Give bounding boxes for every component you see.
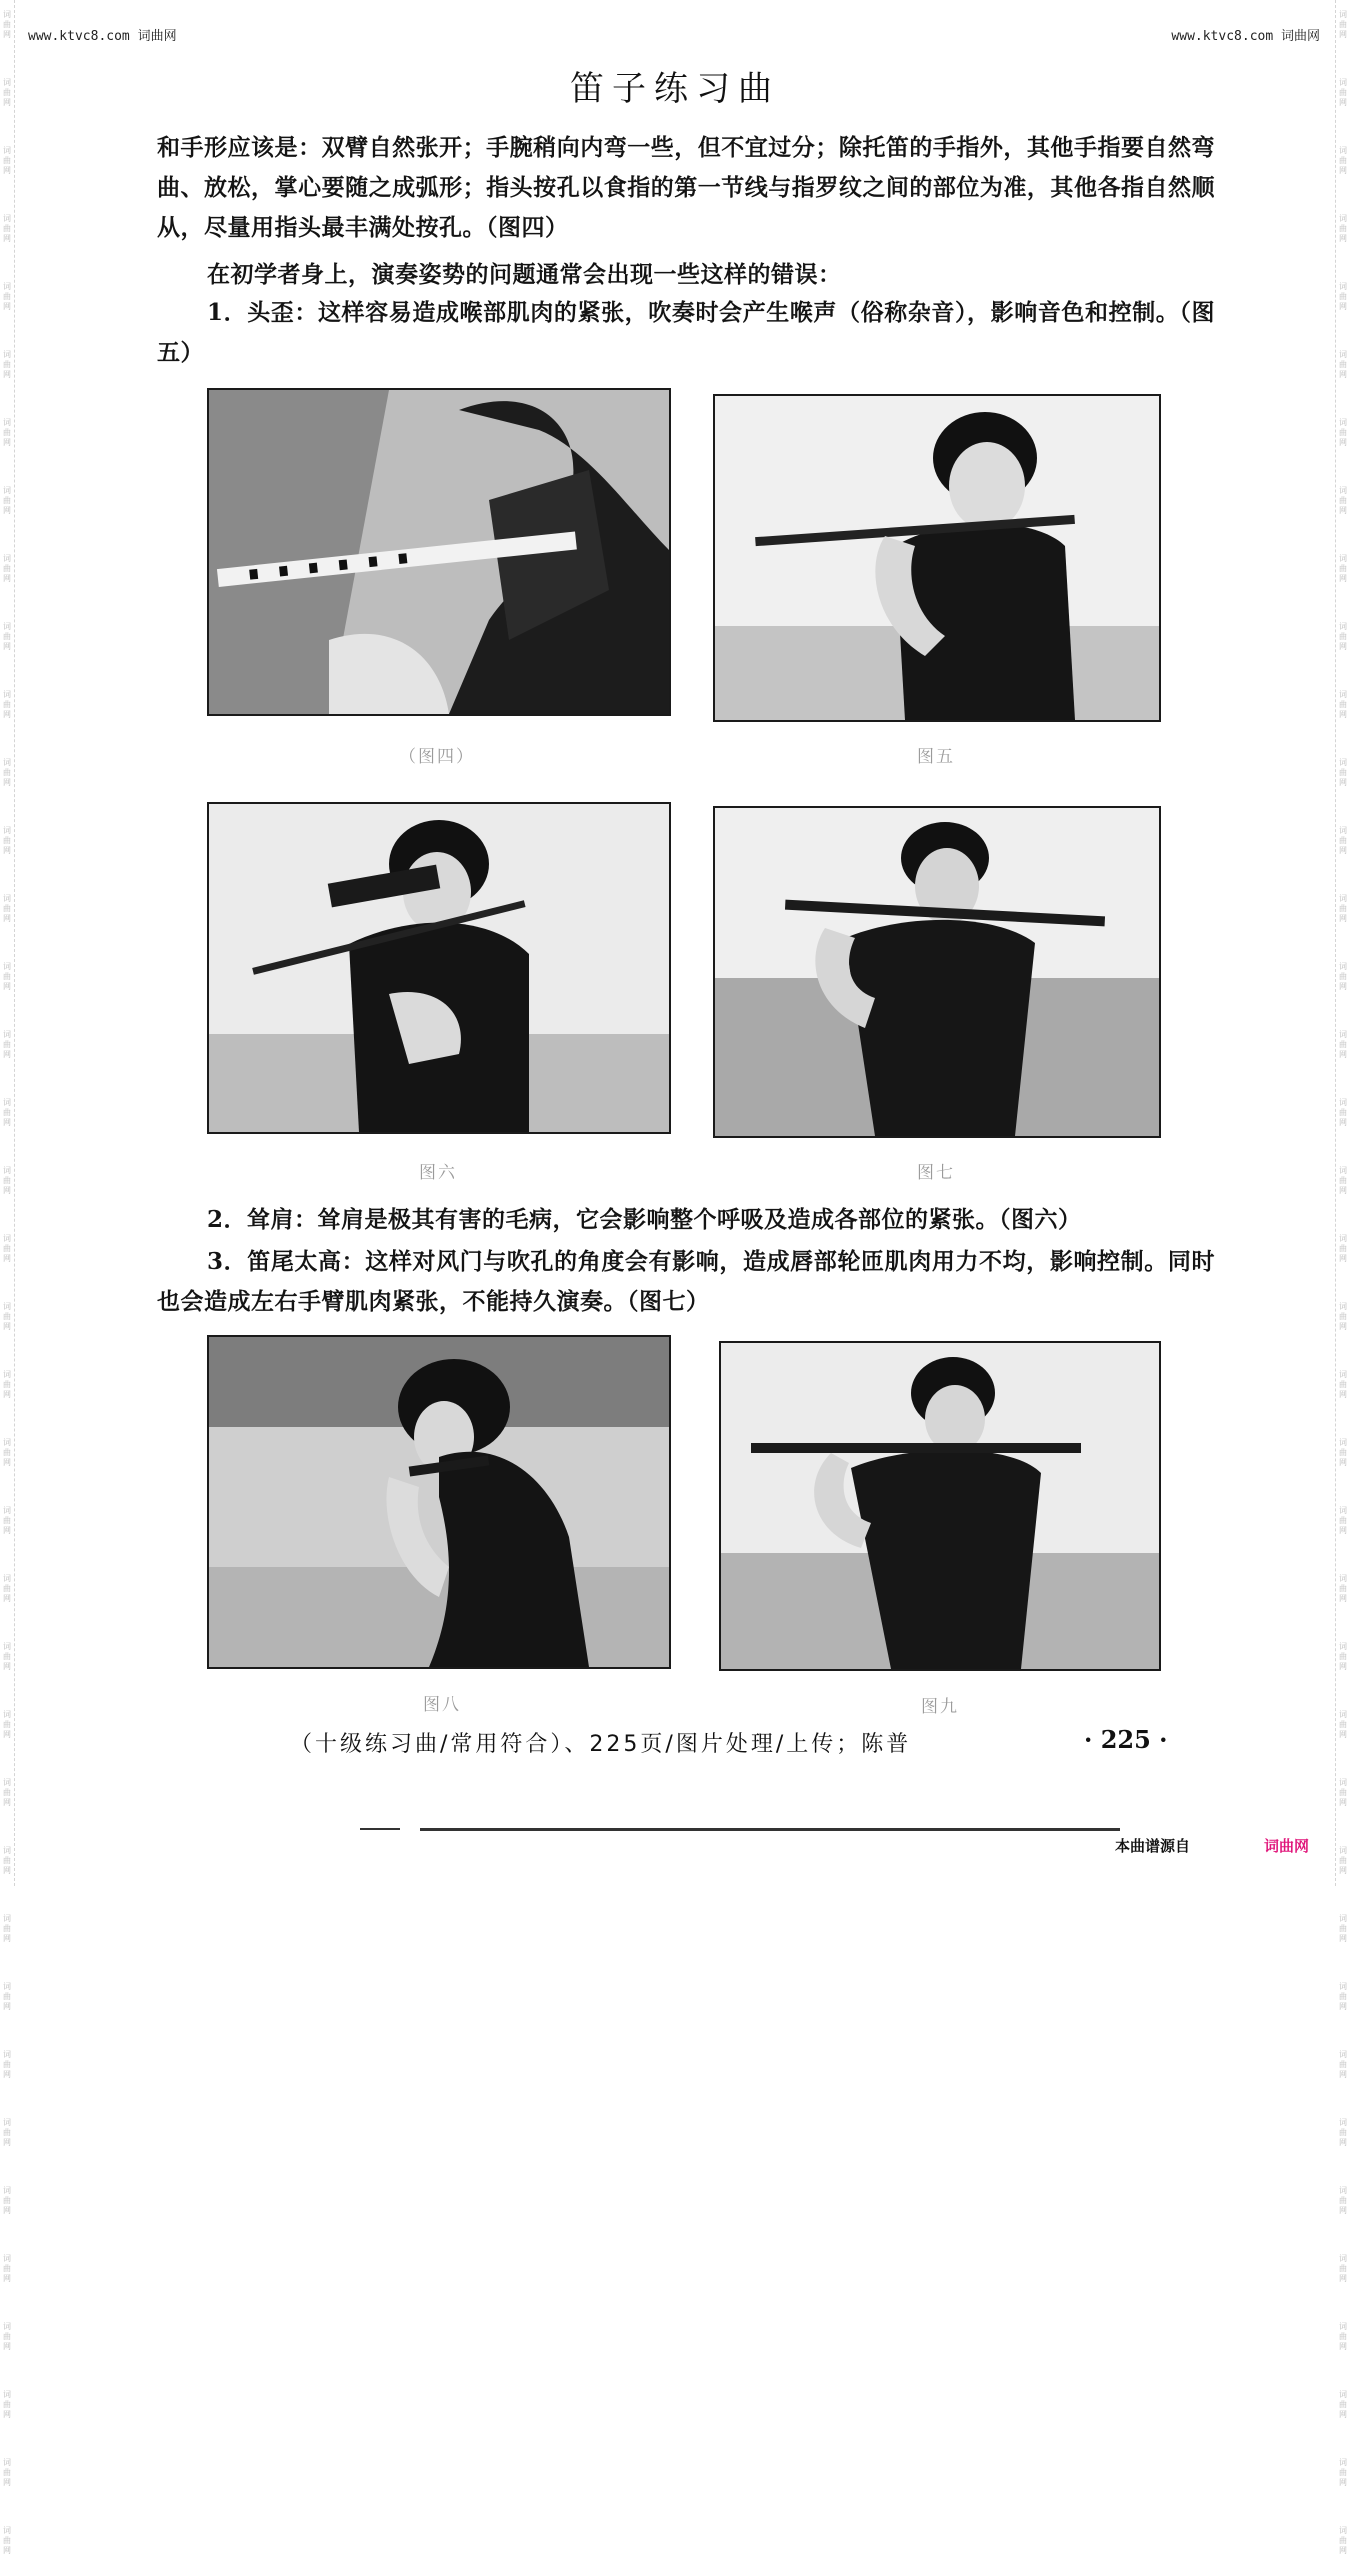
side-watermark-text: 词 曲 网: [3, 2526, 11, 2555]
side-watermark-text: 词 曲 网: [1339, 2458, 1347, 2487]
side-watermark-text: 词 曲 网: [1339, 1098, 1347, 1127]
right-watermark-strip: [1335, 0, 1350, 2555]
caption-figure-7: 图七: [917, 1163, 955, 1183]
source-label: 本曲谱源自: [1115, 1837, 1191, 1855]
side-watermark-text: 词 曲 网: [3, 2254, 11, 2283]
side-watermark-text: 词 曲 网: [3, 1234, 11, 1263]
side-watermark-text: 词 曲 网: [1339, 350, 1347, 379]
site-watermark-left: www.ktvc8.com 词曲网: [28, 29, 177, 44]
side-watermark-text: 词 曲 网: [3, 2458, 11, 2487]
side-watermark-text: 词 曲 网: [3, 78, 11, 107]
side-watermark-text: 词 曲 网: [3, 1642, 11, 1671]
side-watermark-text: 词 曲 网: [1339, 758, 1347, 787]
source-logo[interactable]: 词曲网: [1264, 1837, 1310, 1855]
side-watermark-text: 词 曲 网: [1339, 1778, 1347, 1807]
caption-figure-4: （图四）: [399, 747, 475, 767]
side-watermark-text: 词 曲 网: [3, 2322, 11, 2351]
side-watermark-text: 词 曲 网: [3, 1846, 11, 1875]
side-watermark-text: 词 曲 网: [1339, 2050, 1347, 2079]
side-watermark-text: 词 曲 网: [3, 214, 11, 243]
photo-figure-9: [719, 1341, 1161, 1671]
side-watermark-text: 词 曲 网: [1339, 418, 1347, 447]
photo-figure-8-illustration: [209, 1337, 669, 1667]
page-title: 笛子练习曲: [570, 68, 780, 109]
side-watermark-text: 词 曲 网: [3, 2118, 11, 2147]
paragraph-common-errors: 在初学者身上，演奏姿势的问题通常会出现一些这样的错误：: [207, 261, 842, 288]
side-watermark-text: 词 曲 网: [1339, 10, 1347, 39]
side-watermark-text: 词 曲 网: [3, 554, 11, 583]
side-watermark-text: 词 曲 网: [1339, 2390, 1347, 2419]
side-watermark-text: 词 曲 网: [1339, 826, 1347, 855]
side-watermark-text: 词 曲 网: [1339, 1982, 1347, 2011]
paragraph-head-tilt: 1．头歪：这样容易造成喉部肌肉的紧张，吹奏时会产生喉声（俗称杂音），影响音色和控制。（图五）: [157, 299, 1215, 366]
photo-figure-4: [207, 388, 671, 716]
side-watermark-text: 词 曲 网: [3, 1914, 11, 1943]
photo-figure-7-illustration: [715, 808, 1159, 1136]
side-watermark-text: 词 曲 网: [1339, 554, 1347, 583]
side-watermark-text: 词 曲 网: [3, 1030, 11, 1059]
side-watermark-text: 词 曲 网: [3, 1438, 11, 1467]
side-watermark-text: 词 曲 网: [1339, 1710, 1347, 1739]
side-watermark-text: 词 曲 网: [1339, 690, 1347, 719]
paragraph-flute-tail-high: 3．笛尾太高：这样对风门与吹孔的角度会有影响，造成唇部轮匝肌肉用力不均，影响控制。同时也会造成左右手臂肌肉紧张，不能持久演奏。（图七）: [157, 1248, 1215, 1315]
side-watermark-text: 词 曲 网: [3, 1098, 11, 1127]
photo-figure-8: [207, 1335, 671, 1669]
side-watermark-text: 词 曲 网: [1339, 1846, 1347, 1875]
side-watermark-text: 词 曲 网: [1339, 2254, 1347, 2283]
side-watermark-text: 词 曲 网: [3, 282, 11, 311]
side-watermark-text: 词 曲 网: [3, 418, 11, 447]
side-watermark-text: 词 曲 网: [1339, 622, 1347, 651]
side-watermark-text: 词 曲 网: [1339, 486, 1347, 515]
side-watermark-text: 词 曲 网: [3, 1982, 11, 2011]
photo-figure-5: [713, 394, 1161, 722]
side-watermark-text: 词 曲 网: [1339, 1438, 1347, 1467]
side-watermark-text: 词 曲 网: [1339, 146, 1347, 175]
side-watermark-text: 词 曲 网: [1339, 2322, 1347, 2351]
page-number: · 225 ·: [1084, 1725, 1168, 1754]
side-watermark-text: 词 曲 网: [1339, 1642, 1347, 1671]
caption-figure-8: 图八: [423, 1695, 461, 1715]
bottom-rule-long: [420, 1828, 1120, 1831]
bottom-rule-short: [360, 1828, 400, 1830]
side-watermark-text: 词 曲 网: [1339, 1914, 1347, 1943]
side-watermark-text: 词 曲 网: [1339, 282, 1347, 311]
side-watermark-text: 词 曲 网: [3, 962, 11, 991]
site-watermark-right: www.ktvc8.com 词曲网: [1171, 29, 1320, 44]
side-watermark-text: 词 曲 网: [1339, 1370, 1347, 1399]
side-watermark-text: 词 曲 网: [1339, 214, 1347, 243]
side-watermark-text: 词 曲 网: [3, 1506, 11, 1535]
caption-figure-5: 图五: [917, 747, 955, 767]
photo-figure-6: [207, 802, 671, 1134]
footer-note: （十级练习曲/常用符合）、225页/图片处理/上传；陈普: [290, 1732, 912, 1757]
side-watermark-text: 词 曲 网: [1339, 962, 1347, 991]
side-watermark-text: 词 曲 网: [3, 2050, 11, 2079]
side-watermark-text: 词 曲 网: [1339, 894, 1347, 923]
side-watermark-text: 词 曲 网: [3, 486, 11, 515]
side-watermark-text: 词 曲 网: [1339, 1574, 1347, 1603]
side-watermark-text: 词 曲 网: [3, 1302, 11, 1331]
side-watermark-text: 词 曲 网: [3, 2390, 11, 2419]
side-watermark-text: 词 曲 网: [3, 690, 11, 719]
side-watermark-text: 词 曲 网: [3, 622, 11, 651]
side-watermark-text: 词 曲 网: [3, 2186, 11, 2215]
paragraph-hand-shape: 和手形应该是：双臂自然张开；手腕稍向内弯一些，但不宜过分；除托笛的手指外，其他手指要自然弯曲、放松，掌心要随之成弧形；指头按孔以食指的第一节线与指罗纹之间的部位为准，其他各指自然顺从，尽量用指头最丰满处按孔。（图四）: [157, 134, 1215, 241]
left-watermark-strip: [0, 0, 15, 2555]
side-watermark-text: 词 曲 网: [3, 10, 11, 39]
side-watermark-text: 词 曲 网: [3, 1166, 11, 1195]
caption-figure-6: 图六: [419, 1163, 457, 1183]
caption-figure-9: 图九: [921, 1697, 959, 1717]
side-watermark-text: 词 曲 网: [3, 350, 11, 379]
photo-figure-9-illustration: [721, 1343, 1159, 1669]
side-watermark-text: 词 曲 网: [3, 894, 11, 923]
side-watermark-text: 词 曲 网: [3, 1778, 11, 1807]
side-watermark-text: 词 曲 网: [1339, 1030, 1347, 1059]
side-watermark-text: 词 曲 网: [1339, 2118, 1347, 2147]
side-watermark-text: 词 曲 网: [3, 1574, 11, 1603]
paragraph-shoulder-shrug: 2．耸肩：耸肩是极其有害的毛病，它会影响整个呼吸及造成各部位的紧张。（图六）: [207, 1206, 1082, 1233]
photo-figure-5-illustration: [715, 396, 1159, 720]
side-watermark-text: 词 曲 网: [3, 1370, 11, 1399]
photo-figure-7: [713, 806, 1161, 1138]
side-watermark-text: 词 曲 网: [1339, 2526, 1347, 2555]
side-watermark-text: 词 曲 网: [3, 1710, 11, 1739]
photo-figure-4-illustration: [209, 390, 669, 714]
side-watermark-text: 词 曲 网: [1339, 1506, 1347, 1535]
side-watermark-text: 词 曲 网: [1339, 2186, 1347, 2215]
side-watermark-text: 词 曲 网: [1339, 1302, 1347, 1331]
photo-figure-6-illustration: [209, 804, 669, 1132]
side-watermark-text: 词 曲 网: [1339, 1234, 1347, 1263]
side-watermark-text: 词 曲 网: [3, 758, 11, 787]
side-watermark-text: 词 曲 网: [1339, 78, 1347, 107]
side-watermark-text: 词 曲 网: [3, 146, 11, 175]
side-watermark-text: 词 曲 网: [3, 826, 11, 855]
side-watermark-text: 词 曲 网: [1339, 1166, 1347, 1195]
